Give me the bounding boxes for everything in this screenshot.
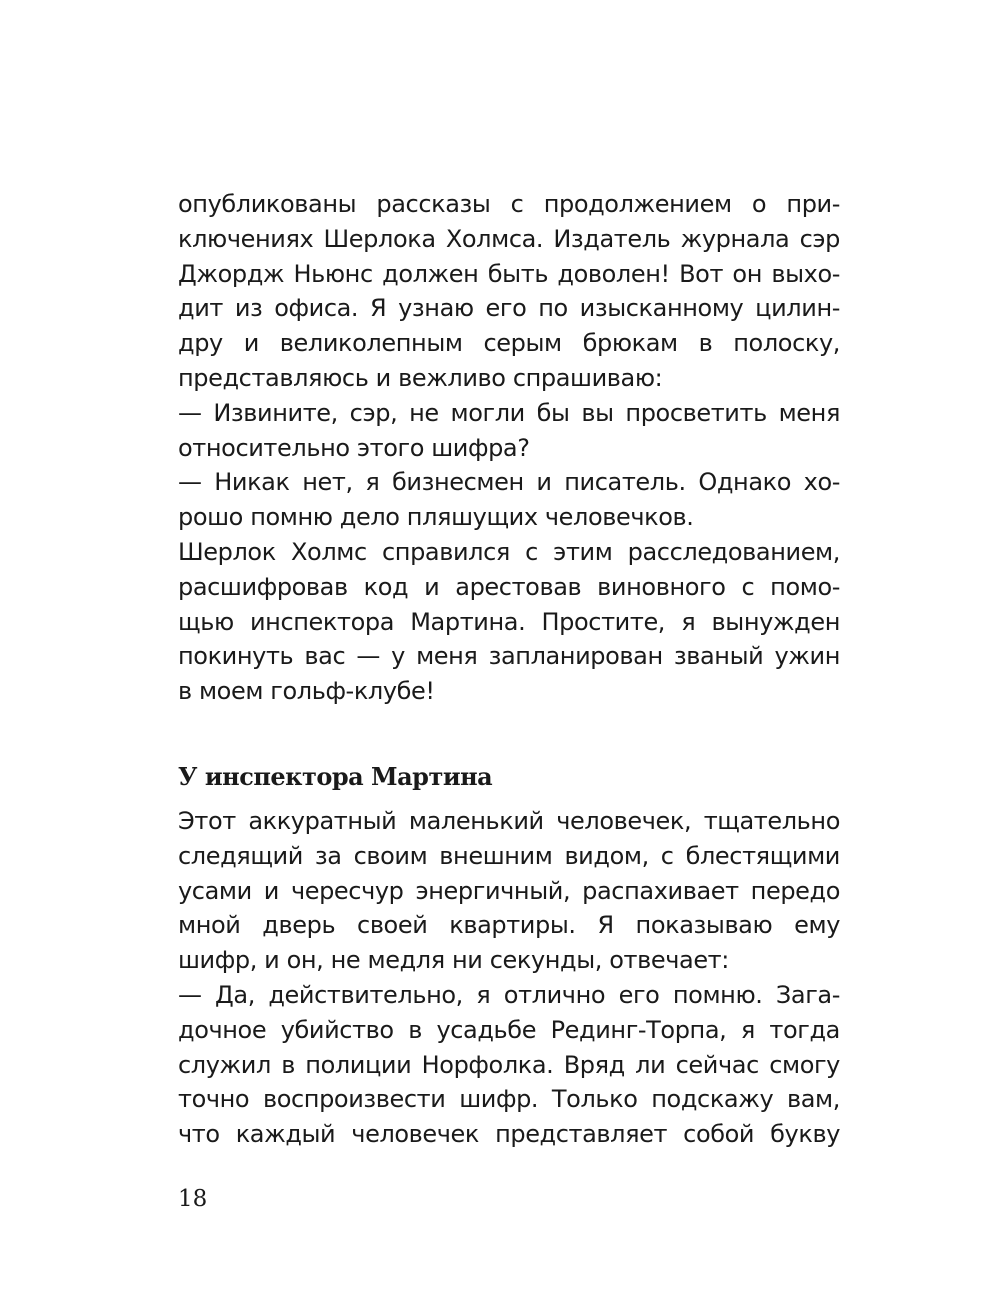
dialogue-line: — Да, действительно, я отлично его помню. Зага-	[178, 980, 840, 1009]
text-line: относительно этого шифра?	[178, 433, 530, 462]
text-line: что каждый человечек представляет собой букву	[178, 1120, 840, 1149]
text-line: щью инспектора Мартина. Простите, я вынужден	[178, 607, 840, 636]
text-line: расшифровав код и арестовав виновного с помо-	[178, 572, 840, 601]
text-line: точно воспроизвести шифр. Только подскажу вам,	[178, 1085, 840, 1114]
section-heading: У инспектора Мартина	[178, 762, 493, 791]
text-line: в моем гольф-клубе!	[178, 677, 435, 706]
text-line: Этот аккуратный маленький человечек, тщательно	[178, 807, 840, 835]
text-line: покинуть вас — у меня запланирован званый ужин	[178, 642, 840, 671]
text-line: ключениях Шерлока Холмса. Издатель журнала сэр	[178, 224, 840, 253]
text-block-inspector	[178, 804, 840, 1152]
text-line: служил в полиции Норфолка. Вряд ли сейчас смогу	[178, 1050, 840, 1079]
text-line: дочное убийство в усадьбе Рединг-Торпа, я тогда	[178, 1015, 840, 1044]
text-line: следящий за своим внешним видом, с блестящими	[178, 841, 840, 870]
text-line: усами и чересчур энергичный, распахивает передо	[178, 876, 840, 905]
text-block-intro	[178, 187, 840, 709]
text-line: дру и великолепным серым брюкам в полоску,	[178, 329, 840, 358]
text-line: рошо помню дело пляшущих человечков.	[178, 503, 694, 532]
text-line: Джордж Ньюнс должен быть доволен! Вот он выхо-	[178, 259, 840, 288]
page-number: 18	[178, 1186, 208, 1212]
text-line: мной дверь своей квартиры. Я показываю ему	[178, 911, 840, 940]
text-line: шифр, и он, не медля ни секунды, отвечает:	[178, 946, 729, 975]
text-line: дит из офиса. Я узнаю его по изысканному цилин-	[178, 294, 840, 323]
dialogue-line: — Извините, сэр, не могли бы вы просветить меня	[178, 398, 840, 427]
dialogue-line: — Никак нет, я бизнесмен и писатель. Однако хо-	[178, 468, 840, 497]
text-line: опубликованы рассказы с продолжением о при-	[178, 190, 840, 218]
text-line: Шерлок Холмс справился с этим расследованием,	[178, 537, 840, 566]
text-line: представляюсь и вежливо спрашиваю:	[178, 363, 663, 392]
